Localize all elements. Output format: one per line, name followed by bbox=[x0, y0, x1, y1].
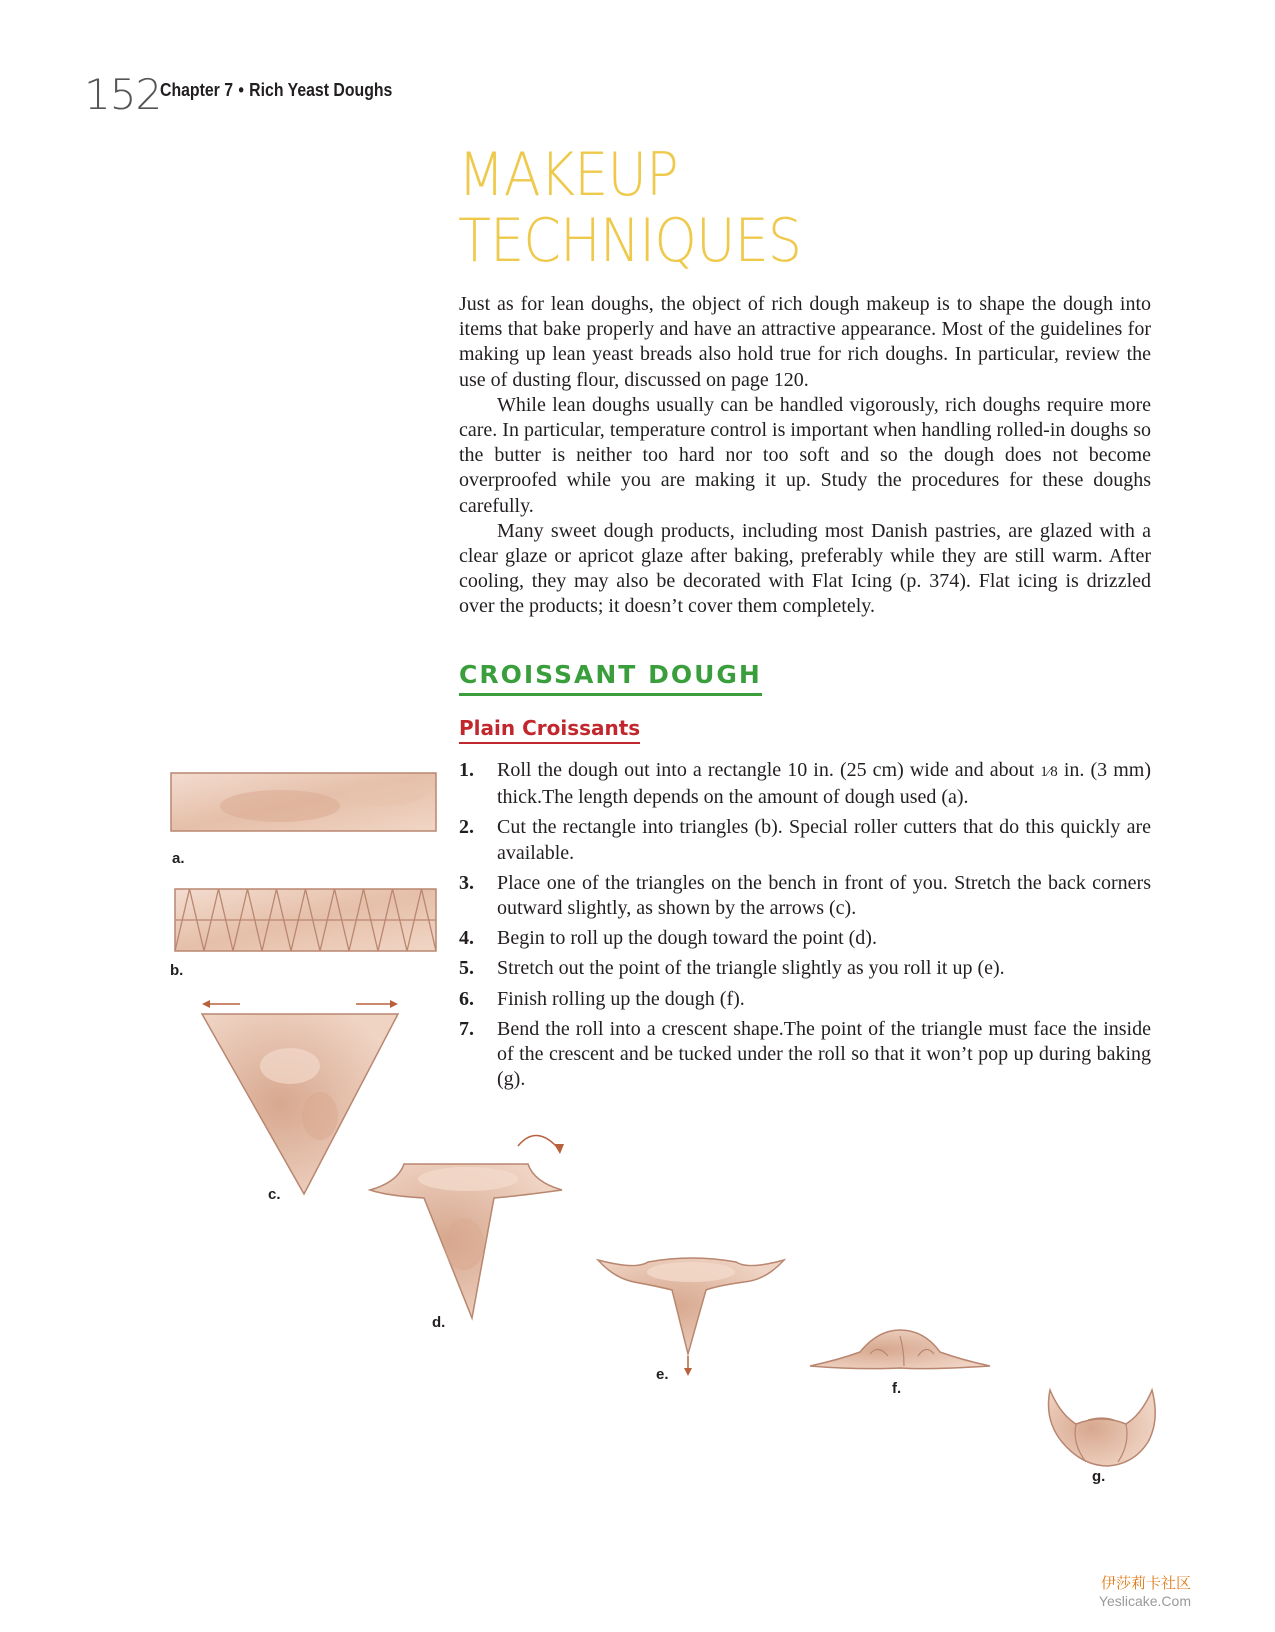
watermark-chinese: 伊莎莉卡社区 bbox=[1100, 1574, 1191, 1592]
figure-b-cut-triangles bbox=[174, 888, 438, 954]
step-text: Stretch out the point of the triangle slightly as you roll it up (e). bbox=[497, 957, 1005, 980]
figure-e-stretch-point bbox=[596, 1246, 786, 1376]
figure-b-label: b. bbox=[170, 962, 184, 979]
header-bullet: • bbox=[238, 80, 244, 100]
chapter-number: Chapter 7 bbox=[160, 80, 234, 100]
subsection-heading: Plain Croissants bbox=[459, 716, 640, 744]
step-number: 3. bbox=[459, 871, 474, 894]
step-text: Place one of the triangles on the bench in front of you. Stretch the back corners outward slightly, as shown by the arrows (c). bbox=[497, 871, 1151, 920]
step-text: Cut the rectangle into triangles (b). Special roller cutters that do this quickly are available. bbox=[497, 816, 1151, 864]
step-text: Finish rolling up the dough (f). bbox=[497, 987, 745, 1010]
step-item bbox=[459, 815, 1151, 865]
figure-f-rolled-dough bbox=[808, 1326, 992, 1372]
figure-d-label: d. bbox=[432, 1314, 446, 1331]
intro-paragraph-3: Many sweet dough products, including most Danish pastries, are glazed with a clear glaze or apricot glaze after baking, preferably while they are still warm. After cooling, they may also be decorated with Flat Icing (p. 374). Flat icing is drizzled over the products; it doesn’t cover them completely. bbox=[459, 519, 1151, 618]
step-number: 2. bbox=[459, 816, 474, 839]
step-item bbox=[459, 871, 1151, 921]
step-text: Bend the roll into a crescent shape.The point of the triangle must face the inside of the crescent and be tucked under the roll so that it won’t pop up during baking (g). bbox=[497, 1017, 1151, 1091]
intro-paragraph-1: Just as for lean doughs, the object of rich dough makeup is to shape the dough into items that bake properly and have an attractive appearance. Most of the guidelines for making up lean yeast breads also hold true for rich doughs. In particular, review the use of dusting flour, discussed on page 120. bbox=[459, 293, 1151, 391]
figure-g-crescent bbox=[1042, 1384, 1160, 1470]
step-item bbox=[459, 758, 1151, 810]
figure-g-label: g. bbox=[1092, 1468, 1106, 1485]
step-number: 1. bbox=[459, 759, 474, 781]
running-head bbox=[160, 80, 392, 101]
figure-c-label: c. bbox=[268, 1186, 281, 1203]
section-heading: CROISSANT DOUGH bbox=[459, 660, 762, 696]
page-title-line-1: MAKEUP bbox=[458, 140, 678, 210]
step-number: 6. bbox=[459, 987, 474, 1010]
page-number: 152 bbox=[84, 70, 162, 119]
step-text-part: Roll the dough out into a rectangle 10 in. (25 cm) wide and about bbox=[497, 759, 1041, 781]
step-number: 4. bbox=[459, 927, 474, 950]
figure-d-begin-rolling bbox=[368, 1124, 568, 1324]
step-number: 5. bbox=[459, 957, 474, 980]
intro-paragraph-2: While lean doughs usually can be handled vigorously, rich doughs require more care. In particular, temperature control is important when handling rolled-in doughs so the butter is neither too hard nor too soft and so the dough does not become overproofed while you are making it up. Study the procedures for these doughs carefully. bbox=[459, 393, 1151, 517]
watermark-url: Yeslicake.Com bbox=[1098, 1593, 1191, 1609]
page-title bbox=[458, 142, 801, 274]
page-title-line-2: TECHNIQUES bbox=[458, 206, 802, 276]
figure-e-label: e. bbox=[656, 1366, 669, 1383]
procedure-steps bbox=[459, 758, 1151, 1097]
chapter-title: Rich Yeast Doughs bbox=[249, 80, 393, 100]
step-text-part: in. (3 mm) thick.The length depends on the amount of dough used (a). bbox=[497, 759, 1151, 809]
step-text: Begin to roll up the dough toward the point (d). bbox=[497, 927, 877, 950]
figure-a-dough-rectangle bbox=[170, 772, 438, 834]
step-item bbox=[459, 1017, 1151, 1093]
figure-f-label: f. bbox=[892, 1380, 902, 1397]
step-fraction: 1⁄8 bbox=[1040, 764, 1058, 780]
step-item bbox=[459, 987, 1151, 1012]
step-item bbox=[459, 956, 1151, 981]
figure-a-label: a. bbox=[172, 850, 185, 867]
step-item bbox=[459, 926, 1151, 951]
step-number: 7. bbox=[459, 1017, 474, 1040]
intro-text bbox=[459, 292, 1151, 620]
